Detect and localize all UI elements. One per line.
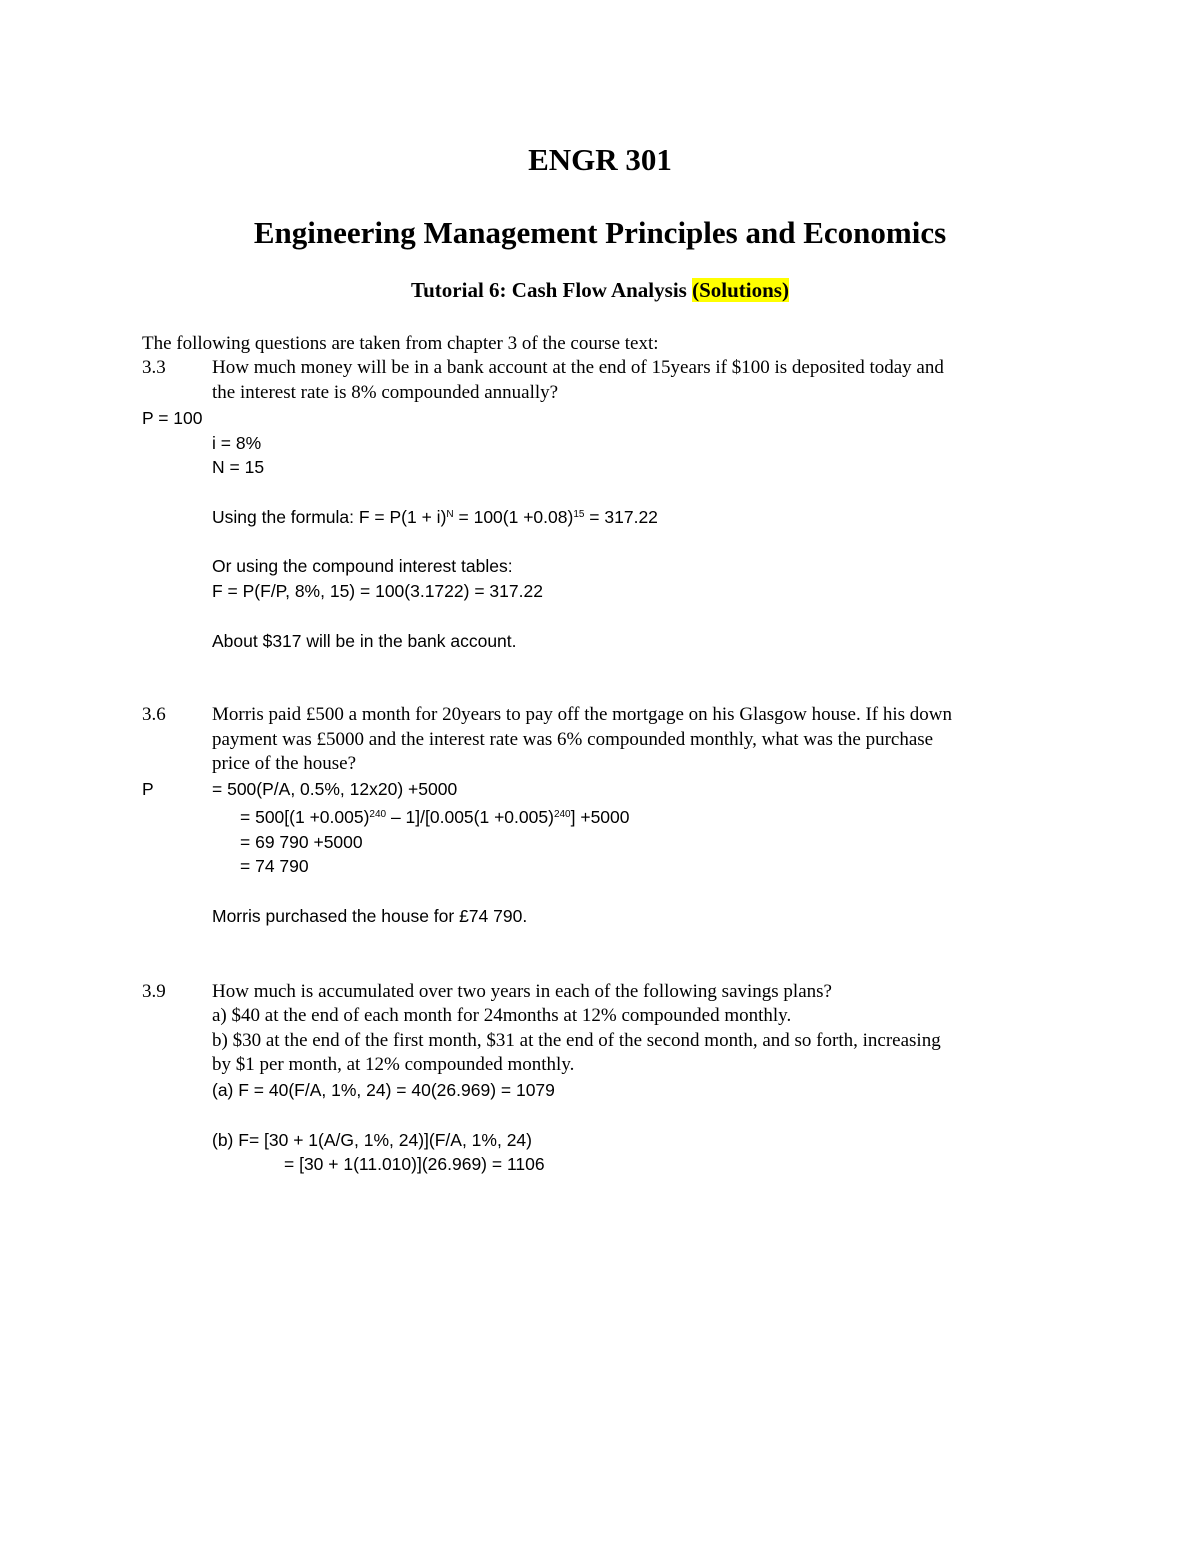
q39-text-line3: b) $30 at the end of the first month, $31 at the end of the second month, and so forth, increasing	[212, 1030, 941, 1051]
q36-p-label: P	[142, 779, 154, 799]
q39-answer-b-line2: = [30 + 1(11.010)](26.969) = 1106	[284, 1154, 545, 1174]
q39-number: 3.9	[142, 981, 166, 1002]
q36-step2	[240, 805, 630, 829]
q36-step3: = 69 790 +5000	[240, 832, 363, 852]
q36-step1: = 500(P/A, 0.5%, 12x20) +5000	[212, 779, 458, 799]
q33-conclusion: About $317 will be in the bank account.	[212, 631, 517, 651]
q33-number: 3.3	[142, 357, 166, 378]
q36-step4: = 74 790	[240, 856, 309, 876]
course-code: ENGR 301	[528, 142, 672, 177]
tutorial-title-text: Tutorial 6: Cash Flow Analysis	[411, 278, 693, 302]
q33-tables-intro: Or using the compound interest tables:	[212, 556, 513, 576]
intro-text: The following questions are taken from chapter 3 of the course text:	[142, 333, 659, 354]
q33-formula-exp-15: 15	[573, 509, 585, 520]
q36-text-line3: price of the house?	[212, 753, 357, 774]
q33-p-value: P = 100	[142, 408, 203, 428]
q39-answer-b-line1: (b) F= [30 + 1(A/G, 1%, 24)](F/A, 1%, 24)	[212, 1130, 532, 1150]
q33-n-value: N = 15	[212, 457, 265, 477]
q33-formula-suffix: = 317.22	[584, 507, 658, 527]
course-title: Engineering Management Principles and Economics	[253, 215, 947, 250]
q39-text-line2: a) $40 at the end of each month for 24months at 12% compounded monthly.	[212, 1005, 792, 1026]
q36-text-line1: Morris paid £500 a month for 20years to pay off the mortgage on his Glasgow house. If his down	[212, 704, 952, 725]
q33-formula-mid: = 100(1 +0.08)	[453, 507, 574, 527]
q33-tables-calc: F = P(F/P, 8%, 15) = 100(3.1722) = 317.22	[212, 581, 543, 601]
q39-text-line1: How much is accumulated over two years in each of the following savings plans?	[212, 981, 832, 1002]
q33-text-line2: the interest rate is 8% compounded annually?	[212, 382, 559, 403]
q33-i-value: i = 8%	[212, 433, 262, 453]
q36-conclusion: Morris purchased the house for £74 790.	[212, 906, 528, 926]
tutorial-title	[0, 278, 1200, 303]
q33-formula-prefix: Using the formula: F = P(1 + i)	[212, 507, 447, 527]
q36-step2-exp1: 240	[369, 809, 387, 820]
q36-number: 3.6	[142, 704, 166, 725]
q36-step2-b: – 1]/[0.005(1 +0.005)	[386, 807, 554, 827]
q36-step2-c: ] +5000	[570, 807, 630, 827]
solutions-highlight: (Solutions)	[692, 278, 789, 302]
q39-answer-a: (a) F = 40(F/A, 1%, 24) = 40(26.969) = 1079	[212, 1080, 555, 1100]
q39-text-line4: by $1 per month, at 12% compounded monthly.	[212, 1054, 575, 1075]
q36-text-line2: payment was £5000 and the interest rate was 6% compounded monthly, what was the purchase	[212, 729, 934, 750]
q36-step2-a: = 500[(1 +0.005)	[240, 807, 370, 827]
q36-step2-exp2: 240	[553, 809, 571, 820]
q33-formula-exp-n: N	[446, 509, 454, 520]
q33-text-line1: How much money will be in a bank account at the end of 15years if $100 is deposited today and	[212, 357, 944, 378]
q33-formula	[212, 505, 658, 529]
